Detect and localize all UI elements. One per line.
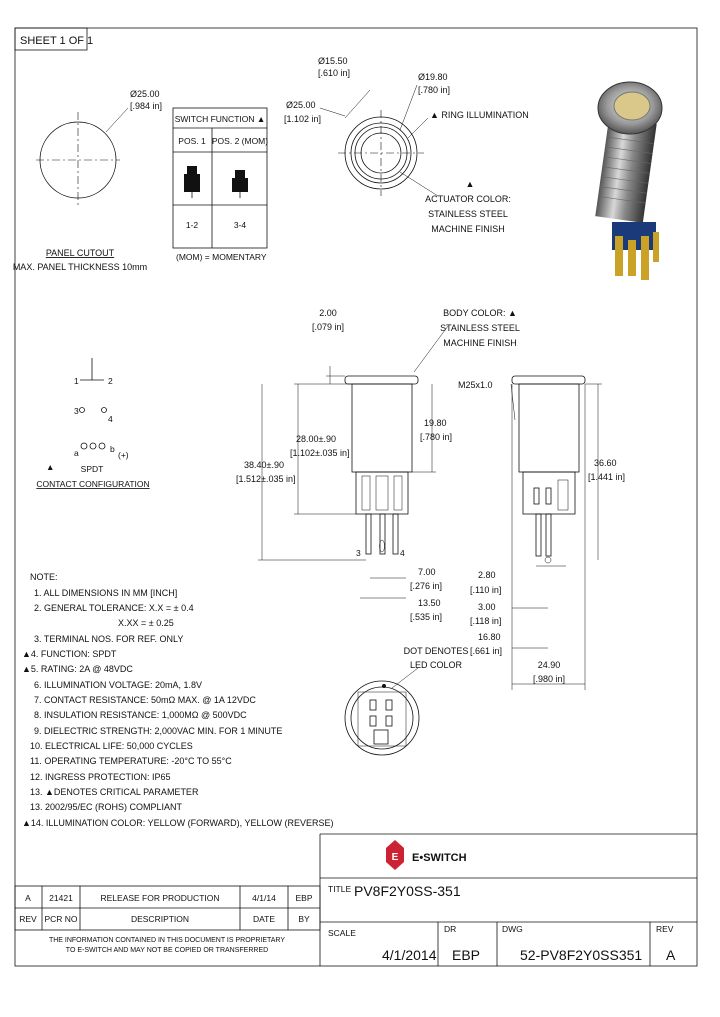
- dwg-value: 52-PV8F2Y0SS351: [520, 947, 643, 963]
- dr-label: DR: [444, 924, 457, 934]
- tv-d1-mm: Ø15.50: [318, 56, 348, 66]
- sf-pos1: POS. 1: [178, 136, 206, 146]
- switch-pos2-icon: [232, 170, 248, 198]
- fv-h1-mm: 28.00±.90: [296, 434, 336, 444]
- tv-act-2: STAINLESS STEEL: [428, 209, 508, 219]
- led-dot: [382, 684, 386, 688]
- sv-c-in: [.661 in]: [470, 646, 503, 656]
- spdt-tri: ▲: [46, 462, 55, 472]
- date-value: 4/1/2014: [382, 947, 437, 963]
- tv-act-1: ACTUATOR COLOR:: [425, 194, 511, 204]
- sv-d-in: [.980 in]: [532, 674, 566, 684]
- spdt-t1: 1: [74, 376, 79, 386]
- svg-text:E: E: [391, 852, 399, 863]
- disclaimer-0: THE INFORMATION CONTAINED IN THIS DOCUMENT IS PROPRIETARY: [48, 937, 286, 944]
- rev-head-desc: DESCRIPTION: [130, 914, 190, 924]
- spdt-t3: 3: [74, 406, 79, 416]
- sv-a-in: [.110 in]: [470, 585, 502, 595]
- sv-h-in: [1.441 in]: [588, 472, 626, 482]
- tv-d1-in: [.610 in]: [318, 68, 351, 78]
- note-1: 1. ALL DIMENSIONS IN MM [INCH]: [34, 588, 178, 598]
- notes-block: [22, 572, 333, 828]
- title-label: TITLE: [328, 884, 352, 894]
- fv-h3-mm: 19.80: [424, 418, 447, 428]
- note-10: 9. DIELECTRIC STRENGTH: 2,000VAC MIN. FOR 1 MINUTE: [34, 726, 283, 736]
- fv-w1-in: [.276 in]: [410, 581, 443, 591]
- disclaimer-1: TO E-SWITCH AND MAY NOT BE COPIED OR TRANSFERRED: [65, 947, 269, 954]
- tv-act-0: ▲: [465, 179, 475, 189]
- rev-row-date: 4/1/14: [252, 893, 276, 903]
- spdt-diagram: [36, 358, 149, 489]
- sv-a-mm: 2.80: [478, 570, 496, 580]
- fv-top-mm: 2.00: [319, 308, 337, 318]
- logo-text: E•SWITCH: [412, 852, 467, 864]
- title-block: [320, 834, 697, 966]
- spdt-ta: a: [74, 448, 79, 458]
- fv-t3: 3: [356, 548, 361, 558]
- sv-thread: M25x1.0: [458, 380, 493, 390]
- eswitch-logo-icon: [386, 840, 404, 870]
- sv-b-in: [.118 in]: [470, 616, 502, 626]
- note-6: ▲5. RATING: 2A @ 48VDC: [22, 664, 133, 674]
- sv-b-mm: 3.00: [478, 602, 496, 612]
- tv-d2-mm: Ø25.00: [286, 100, 316, 110]
- sheet-label: SHEET 1 OF 1: [20, 35, 94, 47]
- note-14: 13. ▲DENOTES CRITICAL PARAMETER: [30, 787, 199, 797]
- note-12: 11. OPERATING TEMPERATURE: -20°C TO 55°C: [30, 756, 232, 766]
- fv-top-in: [.079 in]: [311, 322, 345, 332]
- fv-w1-mm: 7.00: [418, 567, 436, 577]
- sf-c1: 1-2: [185, 220, 199, 230]
- note-13: 12. INGRESS PROTECTION: IP65: [30, 772, 171, 782]
- note-16: ▲14. ILLUMINATION COLOR: YELLOW (FORWARD), YELLOW (REVERSE): [22, 818, 334, 828]
- cutout-dia-in: [.984 in]: [130, 101, 163, 111]
- dwg-label: DWG: [502, 924, 523, 934]
- body-color-2: MACHINE FINISH: [443, 338, 517, 348]
- product-render: [595, 82, 662, 280]
- rev-head-rev: REV: [19, 914, 37, 924]
- fv-t4: 4: [400, 548, 405, 558]
- body-color-1: STAINLESS STEEL: [440, 323, 520, 333]
- note-9: 8. INSULATION RESISTANCE: 1,000MΩ @ 500VDC: [34, 710, 247, 720]
- spdt-t2: 2: [108, 376, 113, 386]
- scale-label: SCALE: [328, 928, 356, 938]
- tv-d2-in: [1.102 in]: [284, 114, 322, 124]
- rev-row-desc: RELEASE FOR PRODUCTION: [100, 893, 220, 903]
- sv-c-mm: 16.80: [478, 632, 501, 642]
- sv-h-mm: 36.60: [594, 458, 617, 468]
- sf-note: (MOM) = MOMENTARY: [176, 252, 267, 262]
- note-3: X.XX = ± 0.25: [118, 618, 174, 628]
- rev-row-by: EBP: [295, 893, 313, 903]
- revision-table: [15, 886, 320, 954]
- rev-head-date: DATE: [252, 914, 276, 924]
- fv-w2-mm: 13.50: [418, 598, 441, 608]
- body-color-0: BODY COLOR: ▲: [443, 308, 517, 318]
- fv-h2-in: [1.512±.035 in]: [236, 474, 296, 484]
- fv-w2-in: [.535 in]: [410, 612, 443, 622]
- note-2: 2. GENERAL TOLERANCE: X.X = ± 0.4: [34, 603, 194, 613]
- sf-header: SWITCH FUNCTION ▲: [174, 114, 266, 124]
- top-view: [284, 56, 529, 234]
- side-view: [458, 376, 625, 690]
- rev-head-by: BY: [298, 914, 310, 924]
- note-0: NOTE:: [30, 572, 58, 582]
- dot-note-1: LED COLOR: [409, 660, 463, 670]
- tv-ring: ▲ RING ILLUMINATION: [430, 110, 529, 120]
- fv-h3-in: [.780 in]: [420, 432, 453, 442]
- cutout-dia-mm: Ø25.00: [130, 89, 160, 99]
- bottom-view: [345, 646, 468, 755]
- cutout-label: PANEL CUTOUT: [45, 248, 115, 258]
- spdt-t4: 4: [108, 414, 113, 424]
- note-8: 7. CONTACT RESISTANCE: 50mΩ MAX. @ 1A 12VDC: [34, 695, 256, 705]
- switch-pos1-icon: [184, 166, 200, 198]
- spdt-label: SPDT: [80, 464, 104, 474]
- note-15: 13. 2002/95/EC (ROHS) COMPLIANT: [30, 802, 183, 812]
- title-value: PV8F2Y0SS-351: [354, 883, 461, 899]
- tv-d3-in: [.780 in]: [418, 85, 451, 95]
- panel-cutout: [13, 89, 162, 272]
- spdt-tb: b: [110, 444, 115, 454]
- sf-pos2: POS. 2 (MOM): [211, 136, 269, 146]
- rev-value: A: [666, 947, 676, 963]
- switch-function-table: [173, 108, 268, 262]
- note-7: 6. ILLUMINATION VOLTAGE: 20mA, 1.8V: [34, 680, 203, 690]
- cutout-thickness: MAX. PANEL THICKNESS 10mm: [12, 262, 148, 272]
- sv-d-mm: 24.90: [537, 660, 561, 670]
- rev-row-rev: A: [25, 893, 31, 903]
- note-11: 10. ELECTRICAL LIFE: 50,000 CYCLES: [30, 741, 193, 751]
- note-4: 3. TERMINAL NOS. FOR REF. ONLY: [34, 634, 184, 644]
- spdt-t1p: (+): [118, 450, 129, 460]
- fv-h1-in: [1.102±.035 in]: [290, 448, 350, 458]
- sf-c2: 3-4: [233, 220, 247, 230]
- tv-act-3: MACHINE FINISH: [431, 224, 505, 234]
- rev-row-pcr: 21421: [49, 893, 73, 903]
- rev-label: REV: [656, 924, 674, 934]
- note-5: ▲4. FUNCTION: SPDT: [22, 649, 117, 659]
- fv-h2-mm: 38.40±.90: [244, 460, 284, 470]
- dr-value: EBP: [452, 947, 481, 963]
- tv-d3-mm: Ø19.80: [418, 72, 448, 82]
- spdt-caption: CONTACT CONFIGURATION: [36, 479, 150, 489]
- dot-note-0: DOT DENOTES: [403, 646, 469, 656]
- rev-head-pcr: PCR NO: [44, 914, 78, 924]
